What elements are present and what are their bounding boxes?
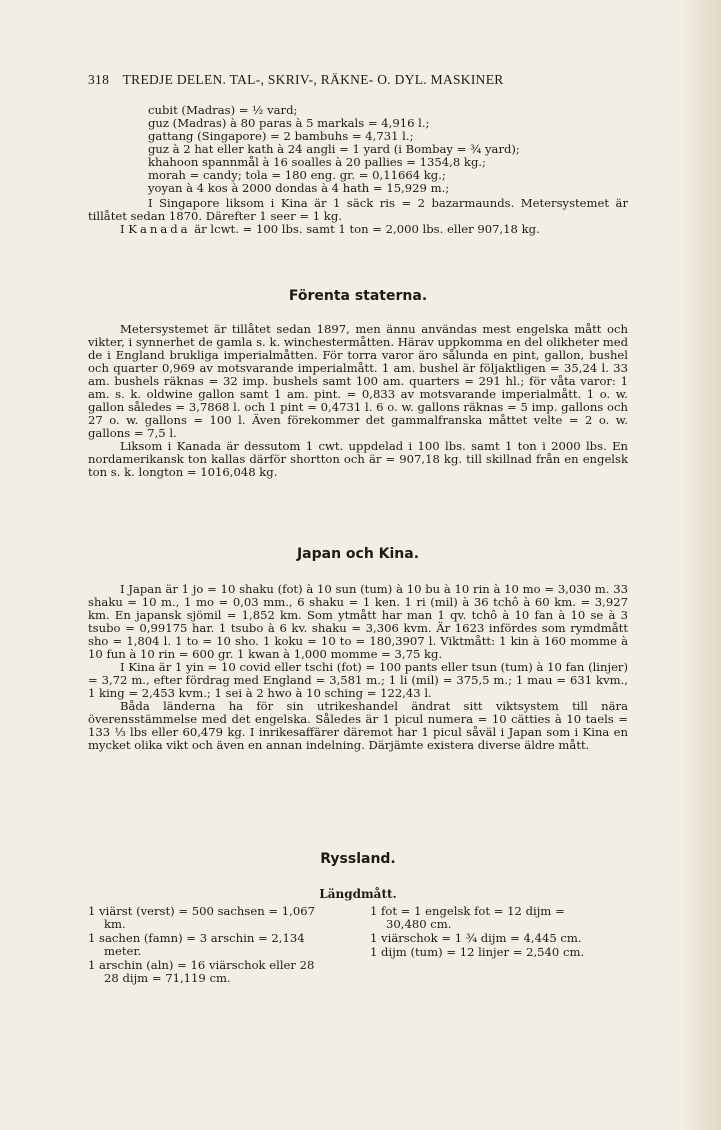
usa-section <box>88 323 628 479</box>
page-number: 318 <box>88 72 110 87</box>
kanada-word: Kanada <box>128 222 191 236</box>
running-header <box>88 72 628 88</box>
japan-paragraph-2: I Kina är 1 yin = 10 covid eller tschi (fot) = 100 pants eller tsun (tum) à 10 fan (linjer) = 3,72 m., efter fördrag med England = 3,581 m.; 1 li (mil) = 375,5 m.; 1 mau = 631 kvm., 1 king = 2,453 kvm.; 1 sei à 2 hwo à 10 sching = 122,43 l. <box>88 660 628 700</box>
intro-line: guz (Madras) à 80 paras à 5 markals = 4,916 l.; <box>148 116 430 130</box>
intro-line: gattang (Singapore) = 2 bambuhs = 4,731 l.; <box>148 129 414 143</box>
intro-section <box>88 104 628 236</box>
russia-right-column <box>370 905 650 960</box>
kanada-paragraph <box>88 223 628 236</box>
russia-left-column <box>88 905 368 986</box>
intro-line: guz à 2 hat eller kath à 24 angli = 1 yard (i Bombay = ¾ yard); <box>148 142 520 156</box>
japan-section <box>88 583 628 752</box>
kanada-prefix: I <box>120 222 125 236</box>
measure-entry: 1 viärschok = 1 ¾ dijm = 4,445 cm. <box>370 931 582 945</box>
usa-paragraph-1: Metersystemet är tillåtet sedan 1897, men ännu användas mest engelska mått och vikter, i synnerhet de gamla s. k. winchestermåtten. Härav uppkomma en del olikheter med de i England brukliga imperialmåtten. För torra varor äro sålunda en pint, gallon, bushel och quarter 0,969 av motsvarande imperialmått. 1 am. bushel är följaktligen = 35,24 l. 33 am. bushels räknas = 32 imp. bushels samt 100 am. quarters = 291 hl.; för våta varor: 1 am. s. k. oldwine gallon samt 1 am. pint. = 0,833 av motsvarande imperialmått. 1 o. w. gallon således = 3,7868 l. och 1 pint = 0,4731 l. 6 o. w. gallons räknas = 5 imp. gallons och 27 o. w. gallons = 100 l. Även förekommer det gammalfranska måttet velte = 2 o. w. gallons = 7,5 l. <box>88 322 628 440</box>
section-heading-russia: Ryssland. <box>320 851 396 867</box>
section-heading-usa: Förenta staterna. <box>288 288 428 304</box>
usa-paragraph-2: Liksom i Kanada är dessutom 1 cwt. uppdelad i 100 lbs. samt 1 ton i 2000 lbs. En nordamerikansk ton kallas därför shortton och är = 907,18 kg. till skillnad från en engelsk ton s. k. longton = 1016,048 kg. <box>88 439 628 479</box>
singapore-paragraph: I Singapore liksom i Kina är 1 säck ris = 2 bazarmaunds. Metersystemet är tillåtet sedan 1870. Därefter 1 seer = 1 kg. <box>88 196 628 223</box>
measure-entry: 1 viärst (verst) = 500 sachsen = 1,067 km. <box>88 904 315 931</box>
running-title: TREDJE DELEN. TAL-, SKRIV-, RÄKNE- O. DYL. MASKINER <box>122 72 504 87</box>
measure-entry: 1 dijm (tum) = 12 linjer = 2,540 cm. <box>370 945 585 959</box>
measure-entry: 1 fot = 1 engelsk fot = 12 dijm = 30,480 cm. <box>370 904 565 931</box>
intro-line: yoyan à 4 kos à 2000 dondas à 4 hath = 15,929 m.; <box>148 181 450 195</box>
kanada-rest: är lcwt. = 100 lbs. samt 1 ton = 2,000 lbs. eller 907,18 kg. <box>194 222 540 236</box>
intro-line: khahoon spannmål à 16 soalles à 20 pallies = 1354,8 kg.; <box>148 155 486 169</box>
japan-paragraph-3: Båda länderna ha för sin utrikeshandel ändrat sitt viktsystem till nära överensstämmelse med det engelska. Således är 1 picul numera = 10 cätties à 10 taels = 133 ⅓ lbs eller 60,479 kg. I inrikesaffärer däremot har 1 picul såväl i Japan som i Kina en mycket olika vikt och även en annan indelning. Därjämte existera diverse äldre mått. <box>88 699 628 752</box>
section-heading-japan: Japan och Kina. <box>296 546 420 562</box>
intro-line: morah = candy; tola = 180 eng. gr. = 0,11664 kg.; <box>148 168 446 182</box>
page-edge-shadow <box>681 0 721 1130</box>
measure-entry: 1 sachen (famn) = 3 arschin = 2,134 meter. <box>88 931 305 958</box>
subheading-length: Längdmått. <box>319 887 397 901</box>
intro-line: cubit (Madras) = ½ vard; <box>148 103 298 117</box>
measure-entry: 1 arschin (aln) = 16 viärschok eller 28 28 dijm = 71,119 cm. <box>88 958 315 985</box>
japan-paragraph-1: I Japan är 1 jo = 10 shaku (fot) à 10 sun (tum) à 10 bu à 10 rin à 10 mo = 3,030 m. 33 shaku = 10 m., 1 mo = 0,03 mm., 6 shaku = 1 ken. 1 ri (mil) à 36 tchô à 60 km. = 3,927 km. En japansk sjömil = 1,852 km. Som ytmått har man 1 qv. tchô à 10 fan à 10 se à 3 tsubo = 0,99175 har. 1 tsubo à 6 kv. shaku = 3,306 kvm. Är 1623 infördes som rymdmått sho = 1,804 l. 1 to = 10 sho. 1 koku = 10 to = 180,3907 l. Viktmått: 1 kin à 160 momme à 10 fun à 10 rin = 600 gr. 1 kwan à 1,000 momme = 3,75 kg. <box>88 582 628 661</box>
